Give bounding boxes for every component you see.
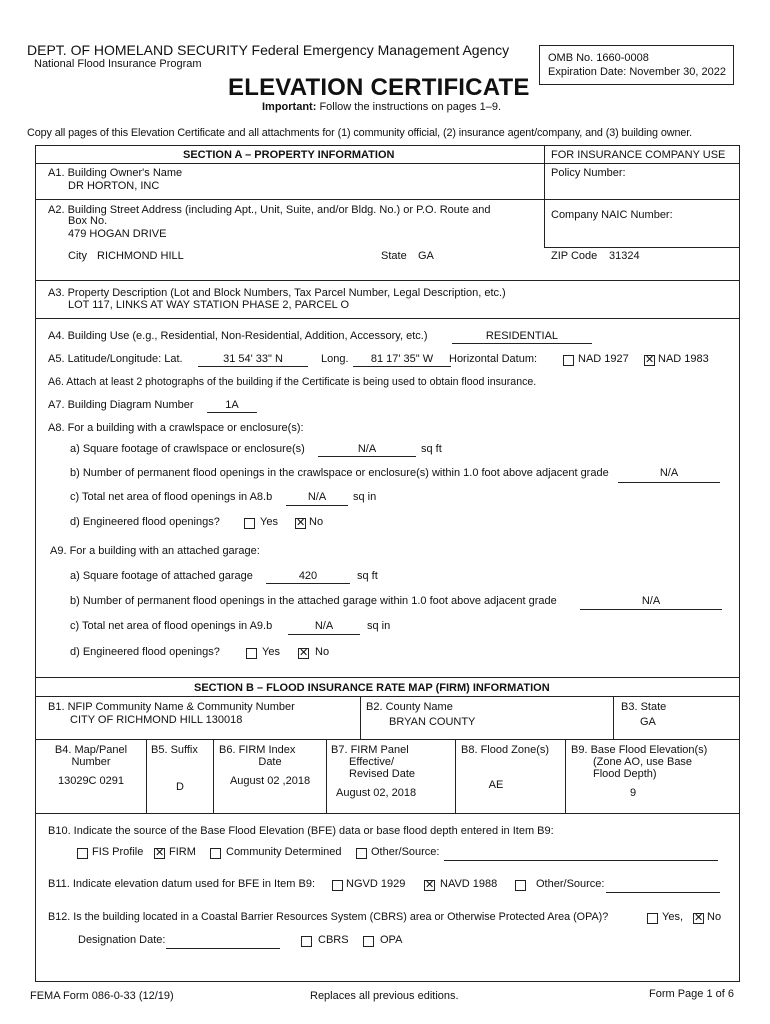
a9d-label: d) Engineered flood openings?	[70, 646, 220, 658]
a5-datum-label: Horizontal Datum:	[449, 353, 538, 365]
a8c-label: c) Total net area of flood openings in A8.b	[70, 491, 273, 503]
underline	[353, 366, 451, 367]
a9a-value[interactable]: 420	[298, 570, 318, 582]
b4-label: B4. Map/Panel	[54, 744, 128, 756]
b1-community[interactable]: CITY OF RICHMOND HILL 130018	[70, 714, 243, 726]
divider	[35, 813, 740, 814]
underline	[286, 505, 348, 506]
underline	[266, 583, 350, 584]
omb-box	[539, 45, 734, 85]
divider	[35, 677, 740, 678]
page-number: Form Page 1 of 6	[649, 988, 734, 1000]
underline	[198, 366, 308, 367]
divider	[544, 145, 545, 247]
b9-label: B9. Base Flood Elevation(s)	[571, 744, 708, 756]
b12-no-label: No	[707, 911, 722, 923]
divider	[326, 739, 327, 813]
a4-building-use[interactable]: RESIDENTIAL	[485, 330, 559, 342]
a1-owner-name[interactable]: DR HORTON, INC	[68, 180, 160, 192]
a8a-value[interactable]: N/A	[357, 443, 377, 455]
program-name: National Flood Insurance Program	[34, 58, 202, 70]
b12-no-checkbox[interactable]: ✕	[694, 912, 704, 924]
a5-long-label: Long.	[321, 353, 349, 365]
a9c-value[interactable]: N/A	[314, 620, 334, 632]
b10-firm-label: FIRM	[169, 846, 196, 858]
important-note	[262, 101, 501, 113]
policy-number-label: Policy Number:	[551, 167, 626, 179]
opa-checkbox[interactable]	[363, 936, 374, 947]
b11-ngvd-checkbox[interactable]	[332, 880, 343, 891]
b11-other-field[interactable]	[606, 892, 720, 893]
nad1927-label: NAD 1927	[578, 353, 629, 365]
a5-latitude[interactable]: 31 54' 33" N	[223, 353, 283, 365]
zip-value[interactable]: 31324	[609, 250, 640, 262]
opa-label: OPA	[380, 934, 403, 946]
a8a-unit: sq ft	[421, 443, 442, 455]
a9c-unit: sq in	[367, 620, 391, 632]
b9-label-cont2: Flood Depth)	[593, 768, 657, 780]
a9b-value[interactable]: N/A	[641, 595, 661, 607]
omb-number: OMB No. 1660-0008	[548, 52, 649, 64]
a8d-yes-checkbox[interactable]	[244, 518, 255, 529]
copy-note: Copy all pages of this Elevation Certificate and all attachments for (1) community official, (2) insurance agent/company, and (3) building owner.	[27, 127, 693, 139]
a9c-label: c) Total net area of flood openings in A9.b	[70, 620, 273, 632]
a3-property-description[interactable]: LOT 117, LINKS AT WAY STATION PHASE 2, PARCEL O	[68, 299, 349, 311]
divider	[35, 280, 740, 281]
section-b-heading: SECTION B – FLOOD INSURANCE RATE MAP (FIRM) INFORMATION	[194, 682, 550, 694]
b5-label: B5. Suffix	[151, 744, 198, 756]
b8-label: B8. Flood Zone(s)	[461, 744, 550, 756]
replaces-note: Replaces all previous editions.	[310, 990, 459, 1002]
underline	[580, 609, 722, 610]
b2-label: B2. County Name	[366, 701, 453, 713]
a5-label: A5. Latitude/Longitude: Lat.	[48, 353, 183, 365]
zip-label: ZIP Code	[551, 250, 598, 262]
b9-label-cont: (Zone AO, use Base	[593, 756, 693, 768]
b10-fis-checkbox[interactable]	[77, 848, 88, 859]
b3-state[interactable]: GA	[640, 716, 656, 728]
dept-name: DEPT. OF HOMELAND SECURITY	[27, 42, 248, 58]
b12-yes-checkbox[interactable]	[647, 913, 658, 924]
form-number: FEMA Form 086-0-33 (12/19)	[30, 990, 174, 1002]
b11-other-checkbox[interactable]	[515, 880, 526, 891]
b11-ngvd-label: NGVD 1929	[346, 878, 406, 890]
a7-diagram-number[interactable]: 1A	[225, 399, 239, 411]
divider	[455, 739, 456, 813]
a9-label: A9. For a building with an attached garage:	[50, 545, 260, 557]
b6-label: B6. FIRM Index	[219, 744, 296, 756]
underline	[207, 412, 257, 413]
cbrs-label: CBRS	[318, 934, 349, 946]
divider	[35, 199, 740, 200]
b10-community-label: Community Determined	[226, 846, 342, 858]
naic-number-label: Company NAIC Number:	[551, 209, 673, 221]
a4-label: A4. Building Use (e.g., Residential, Non-Residential, Addition, Accessory, etc.)	[48, 330, 428, 342]
divider	[613, 696, 614, 739]
divider	[360, 696, 361, 739]
page-title: ELEVATION CERTIFICATE	[228, 74, 530, 101]
b10-other-checkbox[interactable]	[356, 848, 367, 859]
b10-community-checkbox[interactable]	[210, 848, 221, 859]
a9d-no-checkbox[interactable]: ✕	[299, 647, 309, 659]
divider	[35, 163, 740, 164]
divider	[544, 247, 740, 248]
a9d-yes-label: Yes	[262, 646, 280, 658]
designation-date-label: Designation Date:	[78, 934, 166, 946]
b7-label-cont2: Revised Date	[349, 768, 416, 780]
agency-header	[27, 42, 509, 58]
a5-longitude[interactable]: 81 17' 35" W	[370, 353, 434, 365]
a8c-value[interactable]: N/A	[307, 491, 327, 503]
important-text: Follow the instructions on pages 1–9.	[316, 101, 502, 113]
b5-suffix[interactable]: D	[176, 781, 184, 793]
cbrs-checkbox[interactable]	[301, 936, 312, 947]
city-label: City	[68, 250, 87, 262]
b1-label: B1. NFIP Community Name & Community Number	[48, 701, 295, 713]
a2-street-address[interactable]: 479 HOGAN DRIVE	[68, 228, 167, 240]
insurance-use-heading: FOR INSURANCE COMPANY USE	[551, 149, 726, 161]
b4-label-cont: Number	[71, 756, 111, 768]
nad1983-checkbox[interactable]: ✕	[645, 354, 655, 366]
b6-label-cont: Date	[258, 756, 282, 768]
a2-label-cont: Box No.	[68, 215, 108, 227]
b7-panel-date[interactable]: August 02, 2018	[336, 787, 417, 799]
b10-fis-label: FIS Profile	[92, 846, 144, 858]
a3-label: A3. Property Description (Lot and Block Numbers, Tax Parcel Number, Legal Description, etc.)	[48, 287, 506, 299]
state-label: State	[381, 250, 407, 262]
important-label: Important:	[262, 101, 317, 113]
a9d-no-label: No	[315, 646, 330, 658]
b12-label: B12. Is the building located in a Coastal Barrier Resources System (CBRS) area or Otherwise Protected Area (OPA)?	[48, 911, 609, 923]
a6-label: A6. Attach at least 2 photographs of the building if the Certificate is being used to obtain flood insurance.	[48, 376, 537, 388]
b3-label: B3. State	[621, 701, 667, 713]
a8-label: A8. For a building with a crawlspace or enclosure(s):	[48, 422, 304, 434]
divider	[565, 739, 566, 813]
b10-firm-checkbox[interactable]: ✕	[155, 847, 165, 859]
divider	[35, 739, 740, 740]
b9-bfe[interactable]: 9	[629, 787, 637, 799]
a8d-yes-label: Yes	[260, 516, 278, 528]
state-value[interactable]: GA	[418, 250, 434, 262]
divider	[35, 696, 740, 697]
a8d-no-label: No	[309, 516, 324, 528]
a8b-label: b) Number of permanent flood openings in the crawlspace or enclosure(s) within 1.0 foot above adjacent grade	[70, 467, 609, 479]
b12-yes-label: Yes,	[662, 911, 684, 923]
a2-label: A2. Building Street Address (including Apt., Unit, Suite, and/or Bldg. No.) or P.O. Route and	[48, 204, 491, 216]
b11-other-label: Other/Source:	[536, 878, 605, 890]
divider	[35, 318, 740, 319]
b11-label: B11. Indicate elevation datum used for BFE in Item B9:	[48, 878, 315, 890]
b11-navd-checkbox[interactable]: ✕	[425, 879, 435, 891]
b4-map-panel[interactable]: 13029C 0291	[57, 775, 125, 787]
a8b-value[interactable]: N/A	[659, 467, 679, 479]
underline	[318, 456, 416, 457]
b10-other-label: Other/Source:	[371, 846, 440, 858]
divider	[146, 739, 147, 813]
b7-label-cont: Effective/	[349, 756, 395, 768]
b10-label: B10. Indicate the source of the Base Flood Elevation (BFE) data or base flood depth entered in Item B9:	[48, 825, 554, 837]
a9a-unit: sq ft	[357, 570, 378, 582]
underline	[618, 482, 720, 483]
a8a-label: a) Square footage of crawlspace or enclosure(s)	[70, 443, 305, 455]
b10-other-field[interactable]	[444, 860, 718, 861]
a7-label: A7. Building Diagram Number	[48, 399, 194, 411]
a9d-yes-checkbox[interactable]	[246, 648, 257, 659]
underline	[452, 343, 592, 344]
city-value[interactable]: RICHMOND HILL	[97, 250, 184, 262]
nad1927-checkbox[interactable]	[563, 355, 574, 366]
agency-name: Federal Emergency Management Agency	[247, 42, 510, 58]
b2-county[interactable]: BRYAN COUNTY	[389, 716, 476, 728]
a9b-label: b) Number of permanent flood openings in the attached garage within 1.0 foot above adjacent grade	[70, 595, 557, 607]
a8c-unit: sq in	[353, 491, 377, 503]
b8-flood-zone[interactable]: AE	[488, 779, 504, 791]
b7-label: B7. FIRM Panel	[331, 744, 409, 756]
a1-label: A1. Building Owner's Name	[48, 167, 183, 179]
a9a-label: a) Square footage of attached garage	[70, 570, 253, 582]
section-a-heading: SECTION A – PROPERTY INFORMATION	[183, 149, 395, 161]
b6-firm-index-date[interactable]: August 02 ,2018	[229, 775, 311, 787]
underline	[288, 634, 360, 635]
designation-date-field[interactable]	[166, 948, 280, 949]
a8d-no-checkbox[interactable]: ✕	[296, 517, 306, 529]
expiration-date: Expiration Date: November 30, 2022	[548, 66, 726, 78]
a8d-label: d) Engineered flood openings?	[70, 516, 220, 528]
b11-navd-label: NAVD 1988	[440, 878, 498, 890]
nad1983-label: NAD 1983	[658, 353, 709, 365]
